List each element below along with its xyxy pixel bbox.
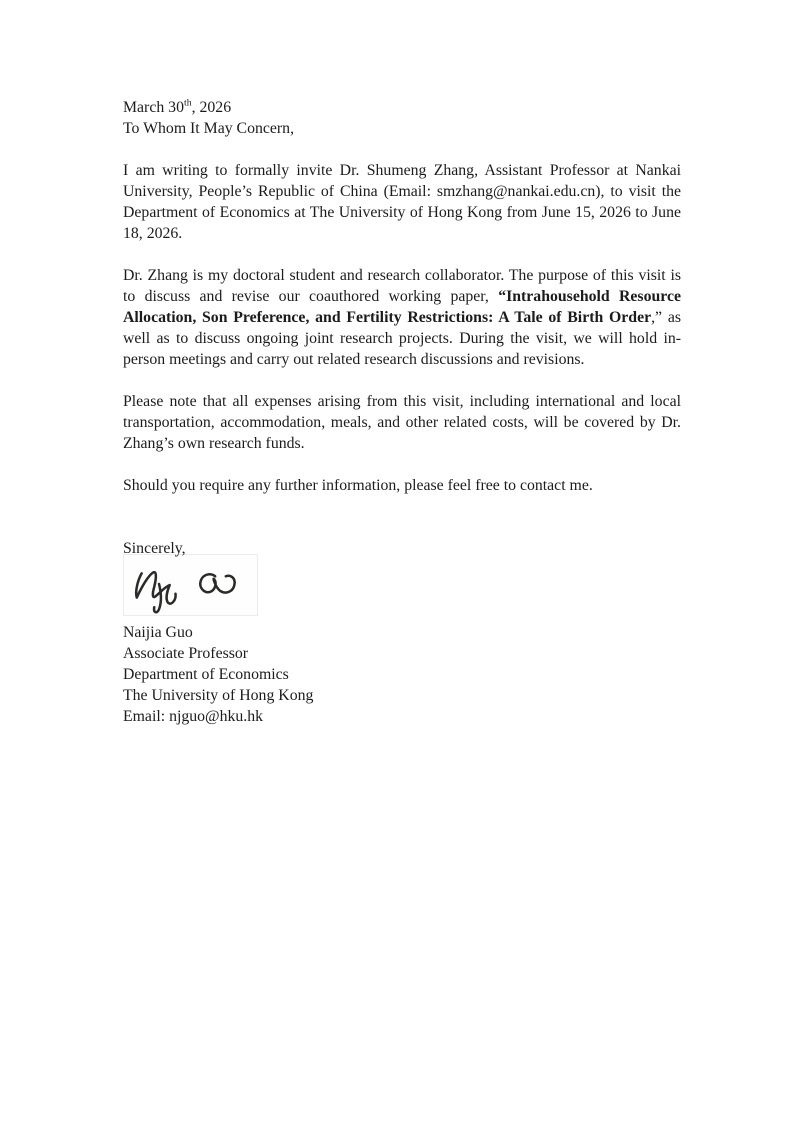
signer-title: Associate Professor [123,645,249,662]
date-text: March 30 [123,99,184,116]
paragraph-purpose: Dr. Zhang is my doctoral student and research collaborator. The purpose of this visit is to discuss and revise our coauthored working paper, “Intrahousehold Resource Allocation, Son Preference, and Fertility Restrictions: A Tale of Birth Order,” as well as to discuss ongoing joint research projects. During the visit, we will hold in-person meetings and carry out related research discussions and revisions. [123,267,681,368]
date-ordinal-suffix: th [183,97,192,109]
signature-ink-icon [124,555,257,615]
signer-department: Department of Economics [123,666,289,683]
date-line [123,97,681,118]
signature-block [123,622,681,727]
closing: Sincerely, [123,540,186,557]
signer-institution: The University of Hong Kong [123,687,314,704]
paragraph-contact: Should you require any further information, please feel free to contact me. [123,477,593,494]
signer-name: Naijia Guo [123,624,193,641]
signature-image [123,554,258,616]
date-year: , 2026 [191,99,232,116]
paragraph-invitation: I am writing to formally invite Dr. Shumeng Zhang, Assistant Professor at Nankai University, People’s Republic of China (Email: smzhang@nankai.edu.cn), to visit the Department of Economics at The University of Hong Kong from June 15, 2026 to June 18, 2026. [123,162,681,242]
salutation: To Whom It May Concern, [123,120,295,137]
signer-email: Email: njguo@hku.hk [123,708,264,725]
paragraph-expenses: Please note that all expenses arising from this visit, including international and local transportation, accommodation, meals, and other related costs, will be covered by Dr. Zhang’s own research funds. [123,393,681,452]
